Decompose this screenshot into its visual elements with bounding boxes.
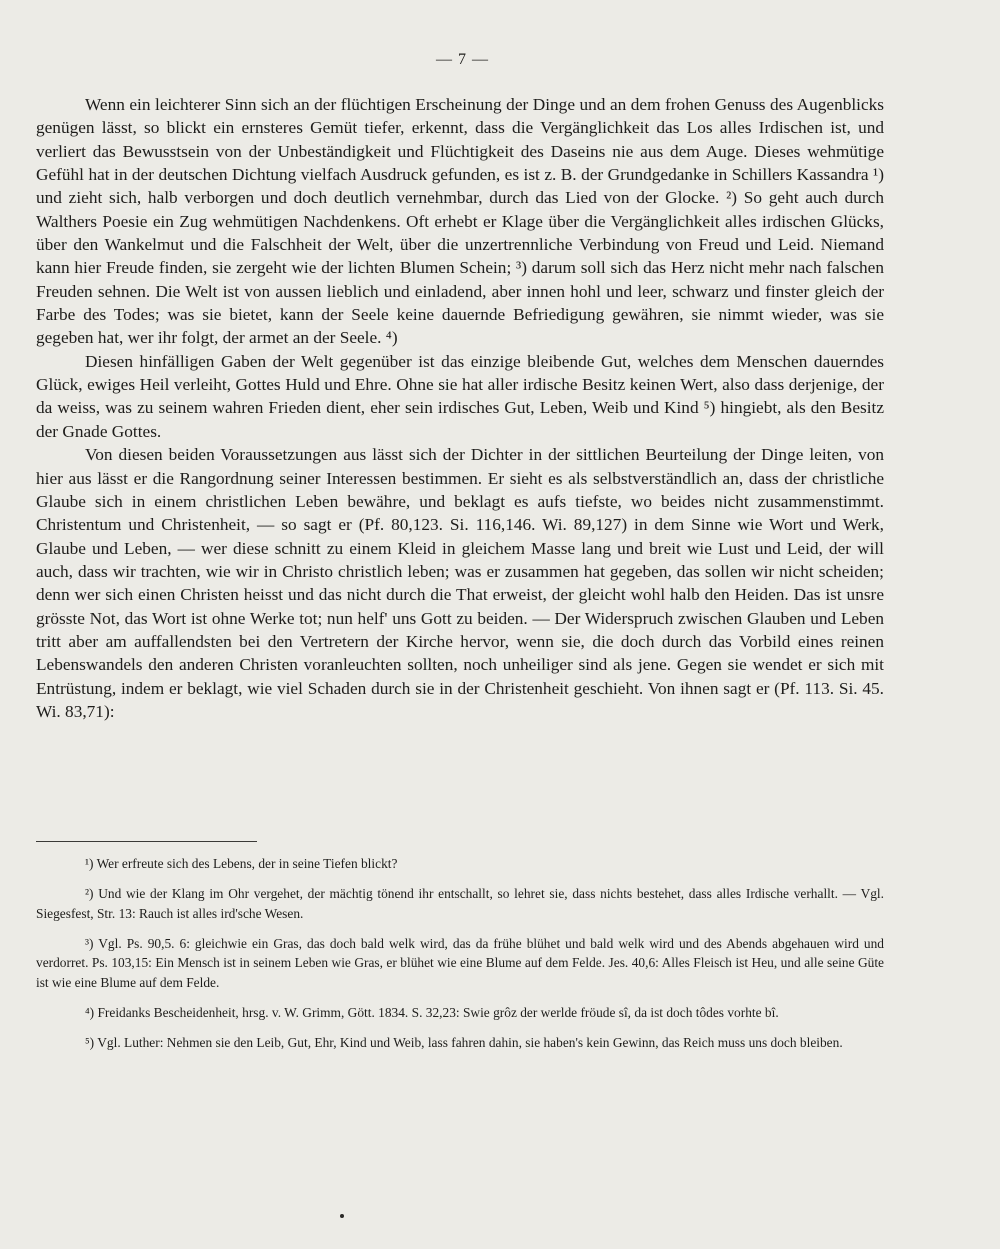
page-number: — 7 — xyxy=(436,51,489,68)
footnote-5: ⁵) Vgl. Luther: Nehmen sie den Leib, Gut, Ehr, Kind und Weib, lass fahren dahin, sie haben's kein Gewinn, das Reich muss uns doch bleiben. xyxy=(85,1034,843,1050)
paragraph-1: Wenn ein leichterer Sinn sich an der flüchtigen Erscheinung der Dinge und an dem frohen Genuss des Augenblicks genügen lässt, so blickt ein ernsteres Gemüt tiefer, erkennt, dass die Vergänglichkeit das Los alles Irdischen ist, und verliert das Bewusstsein von der Unbeständigkeit und Flüchtigkeit des Daseins nie aus dem Auge. Dieses wehmütige Gefühl hat in der deutschen Dichtung vielfach Ausdruck gefunden, es ist z. B. der Grundgedanke in Schillers Kassandra ¹) und zieht sich, halb verborgen und doch deutlich vernehmbar, durch das Lied von der Glocke. ²) So geht auch durch Walthers Poesie ein Zug wehmütigen Nachdenkens. Oft erhebt er Klage über die Vergänglichkeit alles irdischen Glücks, über den Wankelmut und die Falschheit der Welt, über die unzertrennliche Verbindung von Freud und Leid. Niemand kann hier Freude finden, sie zergeht wie der lichten Blumen Schein; ³) darum soll sich das Herz nicht mehr nach falschen Freuden sehnen. Die Welt ist von aussen lieblich und einladend, aber innen hohl und leer, schwarz und finster gleich der Farbe des Todes; was sie bietet, kann der Seele keine dauernde Befriedigung gewähren, sie nimmt wieder, was sie gegeben hat, wer ihr folgt, der armet an der Seele. ⁴) xyxy=(36,95,884,348)
paragraph-2: Diesen hinfälligen Gaben der Welt gegenüber ist das einzige bleibende Gut, welches dem Menschen dauerndes Glück, ewiges Heil verleiht, Gottes Huld und Ehre. Ohne sie hat aller irdische Besitz keinen Wert, also dass derjenige, der da weiss, was zu seinem wahren Frieden dient, eher sein irdisches Gut, Leben, Weib und Kind ⁵) hingiebt, als den Besitz der Gnade Gottes. xyxy=(36,351,884,441)
footnote-divider xyxy=(36,841,257,842)
footnote-1: ¹) Wer erfreute sich des Lebens, der in seine Tiefen blickt? xyxy=(85,856,398,871)
ink-speck xyxy=(340,1214,344,1218)
paragraph-3: Von diesen beiden Voraussetzungen aus lässt sich der Dichter in der sittlichen Beurteilung der Dinge leiten, von hier aus lässt er die Rangordnung seiner Interessen bestimmen. Er sieht es als selbstverständlich an, dass der christliche Glaube sich in einem christlichen Leben bewähre, und beklagt es aufs tiefste, wo beides nicht zusammenstimmt. Christentum und Christenheit, — so sagt er (Pf. 80,123. Si. 116,146. Wi. 89,127) in dem Sinne wie Wort und Werk, Glaube und Leben, — wer diese schnitt zu einem Kleid in gleichem Masse lang und breit wie Lust und Leid, der will auch, dass wir trachten, wie wir in Christo christlich leben; was er zusammen hat gegeben, das sollen wir nicht scheiden; denn wer sich einen Christen heisst und das nicht durch die That erweist, der gleicht wohl halb den Heiden. Das ist unsre grösste Not, das Wort ist ohne Werke tot; nun helf' uns Gott zu beiden. — Der Widerspruch zwischen Glauben und Leben tritt aber am auffallendsten bei den Vertretern der Kirche hervor, wenn sie, die doch durch das Vorbild eines reinen Lebenswandels den anderen Christen voranleuchten sollten, noch unheiliger sind als jene. Gegen sie wendet er sich mit Entrüstung, indem er beklagt, wie viel Schaden durch sie in der Christenheit geschieht. Von ihnen sagt er (Pf. 113. Si. 45. Wi. 83,71): xyxy=(36,445,884,721)
footnotes xyxy=(36,854,884,1063)
footnote-3: ³) Vgl. Ps. 90,5. 6: gleichwie ein Gras, das doch bald welk wird, das da frühe blühet und bald welk wird und des Abends abgehauen wird und verdorret. Ps. 103,15: Ein Mensch ist in seinem Leben wie Gras, er blühet wie eine Blume auf dem Felde. Jes. 40,6: Alles Fleisch ist Heu, und alle seine Güte ist wie eine Blume auf dem Felde. xyxy=(36,935,884,990)
footnote-2: ²) Und wie der Klang im Ohr vergehet, der mächtig tönend ihr entschallt, so lehret sie, dass nichts bestehet, dass alles Irdische verhallt. — Vgl. Siegesfest, Str. 13: Rauch ist alles ird'sche Wesen. xyxy=(36,886,884,921)
footnote-4: ⁴) Freidanks Bescheidenheit, hrsg. v. W. Grimm, Gött. 1834. S. 32,23: Swie grôz der werlde fröude sî, da ist doch tôdes vorhte bî. xyxy=(85,1004,779,1020)
body-text xyxy=(36,93,884,723)
